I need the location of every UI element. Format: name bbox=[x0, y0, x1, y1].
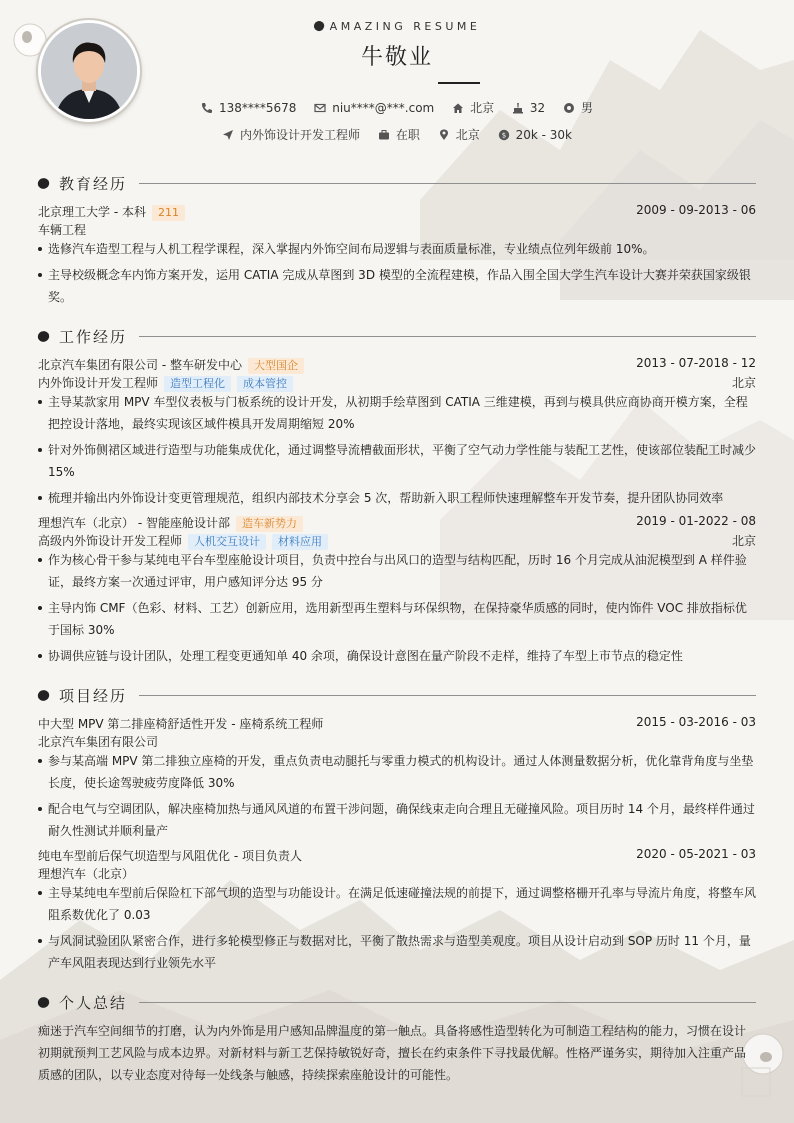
job-role-row bbox=[38, 532, 756, 550]
project-org: 理想汽车（北京） bbox=[38, 867, 135, 881]
job-intent-row bbox=[0, 126, 794, 144]
project-period: 2020 - 05-2021 - 03 bbox=[636, 847, 756, 861]
project-title-row bbox=[38, 847, 756, 864]
contact-age: 32 bbox=[512, 101, 545, 115]
role-tag: 人机交互设计 bbox=[188, 534, 266, 550]
job-bullet: 主导内饰 CMF（色彩、材料、工艺）创新应用，选用新型再生塑料与环保织物，在保持豪华质感的同时，使内饰件 VOC 排放指标优于国标 30% bbox=[38, 597, 756, 641]
ink-drop-icon bbox=[36, 994, 51, 1009]
company-tag: 造车新势力 bbox=[236, 516, 303, 532]
job-company-row bbox=[38, 356, 756, 374]
project-bullet: 主导某纯电车型前后保险杠下部气坝的造型与功能设计。在满足低速碰撞法规的前提下，通过调整格栅开孔率与导流片角度，将整车风阻系数优化了 0.03 bbox=[38, 882, 756, 926]
name-underline bbox=[438, 82, 480, 84]
section-divider bbox=[139, 183, 756, 184]
project-bullet: 参与某高端 MPV 第二排独立座椅的开发，重点负责电动腿托与零重力模式的机构设计。通过人体测量数据分析，优化靠背角度与坐垫长度，使长途驾驶疲劳度降低 30% bbox=[38, 750, 756, 794]
company-tag: 大型国企 bbox=[248, 358, 304, 374]
project-name: 纯电车型前后保气坝造型与风阻优化 - 项目负责人 bbox=[38, 849, 302, 863]
job-period: 2013 - 07-2018 - 12 bbox=[636, 356, 756, 370]
intent-salary: $ 20k - 30k bbox=[498, 128, 572, 142]
contact-email: niu****@***.com bbox=[314, 101, 434, 115]
job-role: 高级内外饰设计开发工程师 bbox=[38, 534, 183, 548]
ink-drop-icon bbox=[36, 175, 51, 190]
education-section-header: 教育经历 bbox=[38, 173, 756, 193]
intent-city: 北京 bbox=[438, 126, 480, 143]
candidate-name: 牛敬业 bbox=[360, 45, 433, 70]
gender-icon bbox=[563, 102, 575, 114]
mail-icon bbox=[314, 102, 326, 114]
contact-gender: 男 bbox=[563, 99, 593, 116]
brand-text: AMAZING RESUME bbox=[329, 20, 481, 33]
job-city: 北京 bbox=[731, 534, 756, 548]
education-major: 车辆工程 bbox=[38, 223, 87, 237]
intent-status: 在职 bbox=[378, 126, 420, 143]
phone-icon bbox=[201, 102, 213, 114]
resume-brand bbox=[0, 20, 794, 33]
summary-text: 痴迷于汽车空间细节的打磨，认为内外饰是用户感知品牌温度的第一触点。具备将感性造型转化为可制造工程结构的能力，习惯在设计初期就预判工艺风险与成本边界。对新材料与新工艺保持敏锐好奇，擅长在约束条件下寻找最优解。性格严谨务实，期待加入注重产品质感的团队，以专业态度对待每一处线条与触感，持续探索座舱设计的可能性。 bbox=[38, 1024, 747, 1082]
role-tag: 造型工程化 bbox=[164, 376, 231, 392]
intent-position: 内外饰设计开发工程师 bbox=[222, 126, 360, 143]
section-divider bbox=[139, 695, 756, 696]
job-city: 北京 bbox=[731, 376, 756, 390]
home-icon bbox=[452, 102, 464, 114]
projects-section-header: 项目经历 bbox=[38, 685, 756, 705]
briefcase-icon bbox=[378, 129, 390, 141]
summary-section-header: 个人总结 bbox=[38, 992, 756, 1012]
job-company-row bbox=[38, 514, 756, 532]
project-org: 北京汽车集团有限公司 bbox=[38, 735, 159, 749]
work-section-header: 工作经历 bbox=[38, 326, 756, 346]
job-bullet: 主导某款家用 MPV 车型仪表板与门板系统的设计开发，从初期手绘草图到 CATIA 三维建模，再到与模具供应商协商开模方案，全程把控设计落地，最终实现该区域件模具开发周期缩短 20% bbox=[38, 391, 756, 435]
role-tag: 成本管控 bbox=[237, 376, 293, 392]
location-icon bbox=[438, 129, 450, 141]
svg-text:$: $ bbox=[501, 131, 506, 140]
education-period: 2009 - 09-2013 - 06 bbox=[636, 203, 756, 217]
ink-drop-icon bbox=[36, 687, 51, 702]
contact-hometown: 北京 bbox=[452, 99, 494, 116]
project-period: 2015 - 03-2016 - 03 bbox=[636, 715, 756, 729]
role-tag: 材料应用 bbox=[272, 534, 328, 550]
job-role-row bbox=[38, 374, 756, 392]
send-icon bbox=[222, 129, 234, 141]
ink-drop-icon bbox=[36, 328, 51, 343]
contact-phone: 138****5678 bbox=[201, 101, 296, 115]
company-name: 理想汽车（北京） - 智能座舱设计部 bbox=[38, 516, 230, 530]
education-bullet: 主导校级概念车内饰方案开发，运用 CATIA 完成从草图到 3D 模型的全流程建模，作品入围全国大学生汽车设计大赛并荣获国家级银奖。 bbox=[38, 264, 756, 308]
section-divider bbox=[139, 336, 756, 337]
school-tag: 211 bbox=[152, 205, 185, 221]
project-bullet: 配合电气与空调团队，解决座椅加热与通风风道的布置干涉问题，确保线束走向合理且无碰撞风险。项目历时 14 个月，最终样件通过耐久性测试并顺利量产 bbox=[38, 798, 756, 842]
company-name: 北京汽车集团有限公司 - 整车研发中心 bbox=[38, 358, 242, 372]
job-bullet: 针对外饰侧裙区域进行造型与功能集成优化，通过调整导流槽截面形状，平衡了空气动力学性能与装配工艺性，使该部位装配工时减少 15% bbox=[38, 439, 756, 483]
project-title-row bbox=[38, 715, 756, 732]
school-name: 北京理工大学 - 本科 bbox=[38, 205, 146, 219]
job-bullet: 梳理并输出内外饰设计变更管理规范，组织内部技术分享会 5 次，帮助新入职工程师快速理解整车开发节奏，提升团队协同效率 bbox=[38, 487, 756, 509]
job-bullet: 协调供应链与设计团队，处理工程变更通知单 40 余项，确保设计意图在量产阶段不走样，维持了车型上市节点的稳定性 bbox=[38, 645, 756, 667]
salary-icon bbox=[498, 129, 510, 141]
project-name: 中大型 MPV 第二排座椅舒适性开发 - 座椅系统工程师 bbox=[38, 717, 324, 731]
job-bullet: 作为核心骨干参与某纯电平台车型座舱设计项目，负责中控台与出风口的造型与结构匹配，历时 16 个月完成从油泥模型到 A 样件验证，最终方案一次通过评审，用户感知评分达 95 分 bbox=[38, 549, 756, 593]
job-role: 内外饰设计开发工程师 bbox=[38, 376, 159, 390]
contact-row bbox=[0, 99, 794, 117]
ink-drop-icon bbox=[312, 19, 325, 32]
education-bullet: 选修汽车造型工程与人机工程学课程，深入掌握内外饰空间布局逻辑与表面质量标准，专业绩点位列年级前 10%。 bbox=[38, 238, 756, 260]
section-divider bbox=[139, 1002, 756, 1003]
cake-icon bbox=[512, 102, 524, 114]
job-period: 2019 - 01-2022 - 08 bbox=[636, 514, 756, 528]
education-school-row bbox=[38, 203, 756, 221]
project-bullet: 与风洞试验团队紧密合作，进行多轮模型修正与数据对比，平衡了散热需求与造型美观度。项目从设计启动到 SOP 历时 11 个月，量产车风阻表现达到行业领先水平 bbox=[38, 930, 756, 974]
